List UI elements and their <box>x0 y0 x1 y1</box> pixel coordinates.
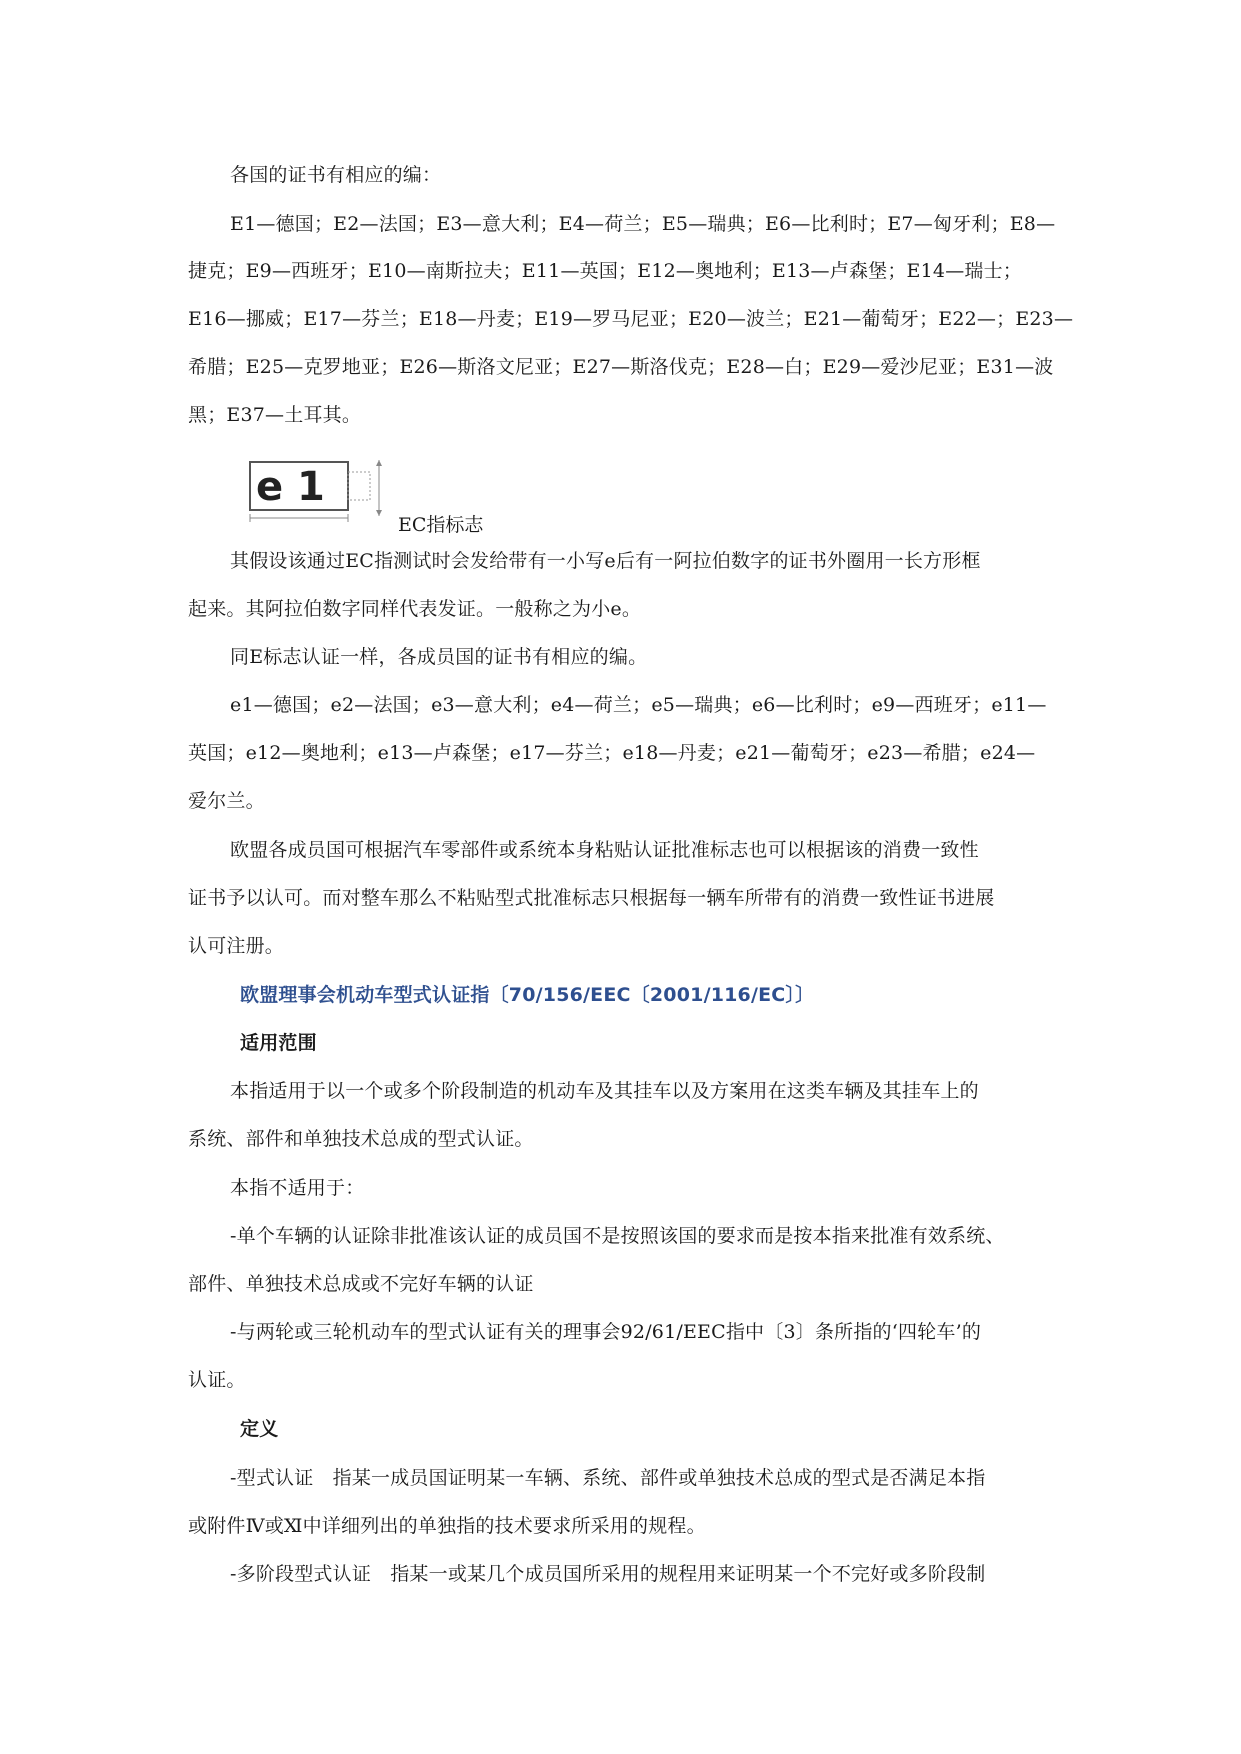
paragraph-line: E1—德国；E2—法国；E3—意大利；E4—荷兰；E5—瑞典；E6—比利时；E7—匈牙利；E8— <box>230 213 1056 235</box>
paragraph-line: 起来。其阿拉伯数字同样代表发证。一般称之为小e。 <box>188 598 642 620</box>
paragraph-line: e1—德国；e2—法国；e3—意大利；e4—荷兰；e5—瑞典；e6—比利时；e9—西班牙；e11— <box>230 694 1047 716</box>
paragraph-line: 认证。 <box>188 1369 246 1391</box>
ec-mark-symbol: e 1 <box>256 464 325 510</box>
paragraph-line: 本指不适用于： <box>230 1177 365 1199</box>
paragraph-line: 各国的证书有相应的编： <box>230 164 442 186</box>
ec-mark-icon <box>244 458 394 530</box>
paragraph-line: 捷克；E9—西班牙；E10—南斯拉夫；E11—英国；E12—奥地利；E13—卢森堡；E14—瑞士； <box>188 260 1022 282</box>
paragraph-line: 同E标志认证一样，各成员国的证书有相应的编。 <box>230 646 648 668</box>
subsection-heading: 适用范围 <box>240 1032 317 1054</box>
paragraph-line: 认可注册。 <box>188 935 285 957</box>
subsection-heading: 定义 <box>240 1418 279 1440</box>
paragraph-line: 证书予以认可。而对整车那么不粘贴型式批准标志只根据每一辆车所带有的消费一致性证书进展 <box>188 887 995 909</box>
section-heading: 欧盟理事会机动车型式认证指〔70/156/EEC〔2001/116/EC〕〕 <box>240 984 815 1006</box>
paragraph-line: 部件、单独技术总成或不完好车辆的认证 <box>188 1273 534 1295</box>
paragraph-line: 黑；E37—土耳其。 <box>188 404 362 426</box>
paragraph-line: 系统、部件和单独技术总成的型式认证。 <box>188 1128 534 1150</box>
paragraph-line: 或附件Ⅳ或Ⅺ中详细列出的单独指的技术要求所采用的规程。 <box>188 1515 706 1537</box>
paragraph-line: 欧盟各成员国可根据汽车零部件或系统本身粘贴认证批准标志也可以根据该的消费一致性 <box>230 839 979 861</box>
paragraph-line: -与两轮或三轮机动车的型式认证有关的理事会92/61/EEC指中〔3〕条所指的‘四轮车’的 <box>230 1321 982 1343</box>
paragraph-line: 本指适用于以一个或多个阶段制造的机动车及其挂车以及方案用在这类车辆及其挂车上的 <box>230 1080 979 1102</box>
ec-mark-caption: EC指标志 <box>398 514 484 536</box>
paragraph-line: 爱尔兰。 <box>188 790 265 812</box>
paragraph-line: 希腊；E25—克罗地亚；E26—斯洛文尼亚；E27—斯洛伐克；E28—白；E29—爱沙尼亚；E31—波 <box>188 356 1054 378</box>
paragraph-line: -单个车辆的认证除非批准该认证的成员国不是按照该国的要求而是按本指来批准有效系统、 <box>230 1225 1005 1247</box>
paragraph-line: 其假设该通过EC指测试时会发给带有一小写e后有一阿拉伯数字的证书外圈用一长方形框 <box>230 550 981 572</box>
paragraph-line: -型式认证 指某一成员国证明某一车辆、系统、部件或单独技术总成的型式是否满足本指 <box>230 1467 986 1489</box>
paragraph-line: 英国；e12—奥地利；e13—卢森堡；e17—芬兰；e18—丹麦；e21—葡萄牙；e23—希腊；e24— <box>188 742 1036 764</box>
paragraph-line: -多阶段型式认证 指某一或某几个成员国所采用的规程用来证明某一个不完好或多阶段制 <box>230 1563 986 1585</box>
paragraph-line: E16—挪威；E17—芬兰；E18—丹麦；E19—罗马尼亚；E20—波兰；E21—葡萄牙；E22—；E23— <box>188 308 1074 330</box>
